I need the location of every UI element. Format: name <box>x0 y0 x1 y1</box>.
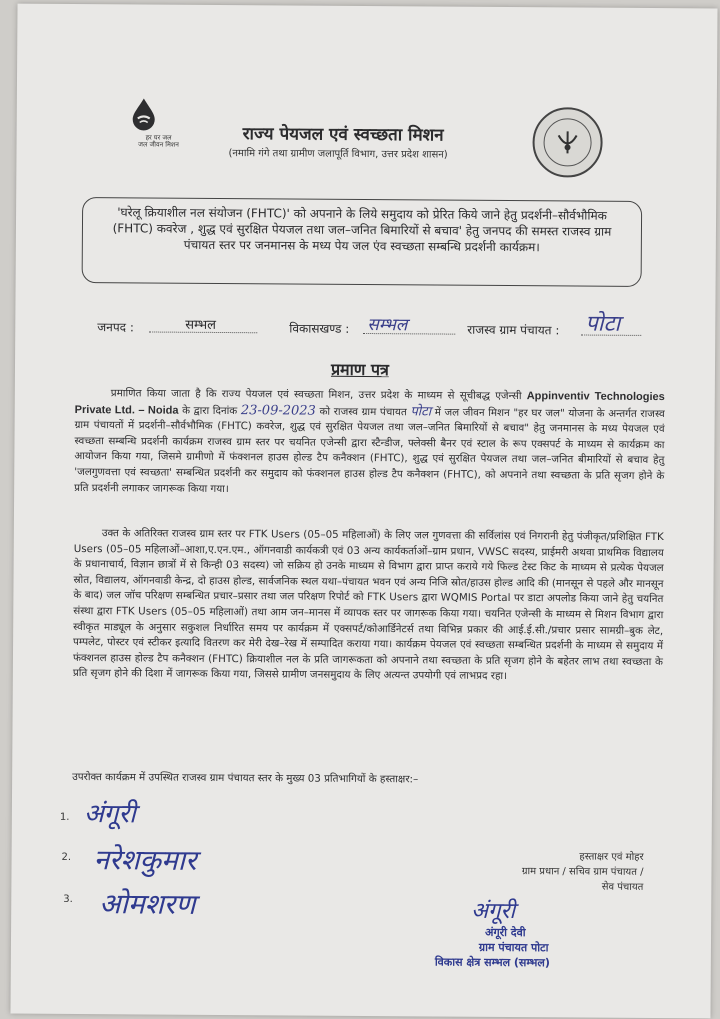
panchayat-label: राजस्व ग्राम पंचायत : <box>467 322 560 338</box>
body-paragraph-1 <box>74 386 665 500</box>
participant-signature-3: ओमशरण <box>99 887 196 921</box>
bow-arrow-emblem-icon <box>552 127 582 157</box>
signoff-block <box>463 849 643 895</box>
participants-intro: उपरोक्त कार्यक्रम में उपस्थित राजस्व ग्राम पंचायत स्तर के मुख्य 03 प्रतिभागियों के हस्ताक्षर:– <box>72 770 419 786</box>
stamp-block: विकास क्षेत्र सम्भल (सम्भल) <box>434 955 550 970</box>
pradhan-stamp <box>431 894 612 970</box>
participant-number-3: 3. <box>63 893 73 905</box>
signoff-line-1: हस्ताक्षर एवं मोहर <box>579 851 644 863</box>
panchayat-value: पोटा <box>585 311 621 337</box>
participant-number-2: 2. <box>61 851 72 863</box>
participant-signature-1: अंगूरी <box>83 799 136 830</box>
program-date: 23-09-2023 <box>240 402 316 419</box>
mission-subtitle: (नमामि गंगे तथा ग्रामीण जलापूर्ति विभाग, उत्तर प्रदेश शासन) <box>228 148 448 161</box>
district-label: जनपद : <box>97 320 134 335</box>
certificate-title: प्रमाण पत्र <box>330 359 389 380</box>
mission-title: राज्य पेयजल एवं स्वच्छता मिशन <box>242 124 444 146</box>
participant-signature-2: नरेशकुमार <box>93 843 197 877</box>
location-fields <box>97 312 657 342</box>
logo-subcaption: जल जीवन मिशन <box>138 140 179 149</box>
agency-name: Appinventiv Technologies Private Ltd. – Noida <box>74 390 665 417</box>
p2-text: उक्त के अतिरिक्त राजस्व ग्राम स्तर पर FTK Users (05–05 महिलाओं) के लिए जल गुणवत्ता की सर्विलांस एवं निगरानी हेतु पंजीकृत/प्रशिक्षित FTK Users (05–05 महिलाओं–आशा,ए.एन.एम., ऑगनवाडी कार्यकत्री एवं 03 अन्य कार्यकर्ताओं–ग्राम प्रधान, VWSC सदस्य, प्राईमरी अथवा प्राथमिक विद्यालय के प्रधानाचार्य, विज्ञान छात्रों में से किन्ही 03 सदस्य) जो सक्रिय हो उनके माध्यम से विभाग द्वारा प्राप्त कराये गये फिल्ड टेस्ट किट के माध्यम से प्रत्येक पेयजल स्रोत, विद्यालय, ऑगनवाडी केन्द्र, दो हाउस होल्ड, सार्वजनिक स्थल यथा–पंचायत भवन एवं अन्य निजि स्रोत/हाउस होल्ड आदि की (मानसून से पहले और मानसून के बाद) जल जॉच परिक्षण सम्बन्धित प्रचार–प्रसार तथा जल परिक्षण रिपोर्ट को FTK Users द्वारा WQMIS Portal पर डाटा अपलोड किया जाने हेतु चयनित संस्था द्वारा FTK Users (05–05 महिलाओं) तथा आम जन–मानस में व्यापक स्तर पर जागरूक किया गया। चयनित एजेन्सी के माध्यम से मिशन विभाग द्वारा स्वीकृत माड्यूल के अनुसार सकुशल निर्धारित समय पर कार्यक्रम में एक्सपर्ट/कोआर्डिनेटर्स तथा विभिन्न प्रकार की आई.ई.सी./प्रचार प्रसार सामग्री–बुक लेट, पम्पलेट, पोस्टर एवं स्टीकर इत्यादि वितरण कर मेरी देख–रेख में सम्पादित कराया गया। कार्यक्रम पेयजल एवं स्वच्छता सम्बन्धित प्रदर्शनी के माध्यम से समुदाय में फंक्शनल हाउस होल्ड टैप कनैक्शन (FHTC) क्रियाशील नल के प्रति जागरूकता को अपनाने तथा स्वच्छता के प्रति सृजग होने के बहेतर लाभ तथा स्वच्छता के प्रति सृजग होने की दिशा में जागरूक किया गया, जिससे ग्रामीण जनसमुदाय के लिए अत्यन्त उपयोगी एवं लाभप्रद रहा। <box>72 527 664 683</box>
pradhan-signature: अंगूरी <box>471 898 516 925</box>
certificate-page <box>10 4 717 1019</box>
stamp-name: अंगूरी देवी <box>485 925 526 940</box>
block-label: विकासखण्ड : <box>289 321 350 336</box>
stamp-panchayat: ग्राम पंचायत पोटा <box>478 940 549 955</box>
har-ghar-jal-logo <box>128 96 188 156</box>
logo-caption: हर घर जल <box>145 133 172 142</box>
program-banner: 'घरेलू क्रियाशील नल संयोजन (FHTC)' को अपनाने के लिये समुदाय को प्रेरित किये जाने हेतु प्रदर्शनी–सौर्वभौमिक (FHTC) कवरेज , शुद्ध एवं सुरक्षित पेयजल तथा जल–जनित बिमारियों से बचाव' हेतु जनपद की समस्त राजस्व ग्राम पंचायत स्तर पर जनमानस के मध्य पेय जल एंव स्वच्छता सम्बन्धि प्रदर्शनी कार्यक्रम। <box>82 197 643 287</box>
p1-date-pre: के द्वारा दिनांक <box>182 404 238 417</box>
water-drop-icon <box>129 96 159 130</box>
body-paragraph-2 <box>73 526 664 686</box>
village-name: पोटा <box>410 403 432 420</box>
district-value: सम्भल <box>185 317 217 333</box>
p1-start: प्रमाणित किया जाता है कि राज्य पेयजल एवं स्वच्छता मिशन, उत्तर प्रदेश के माध्यम से सूचीबद्ध एजेन्सी <box>110 387 522 403</box>
p1-rest: में जल जीवन मिशन "हर घर जल" योजना के अन्तर्गत राजस्व ग्राम पंचायतों में प्रदर्शनी–सौर्वभौमिक (FHTC) कवरेज, शुद्ध एवं सुरक्षित पेयजल तथा जल–जनित बिमारियों से बचाव" हेतु जनमानस के मध्य पेयजल एवं स्वच्छता सम्बन्धि प्रदर्शनी कार्यक्रम राजस्व ग्राम स्तर पर चयनित एजेन्सी द्वारा स्टैन्डीज, फ्लेक्सी बैनर एवं स्टाल के रूप एक्सपर्ट के माध्यम से कार्यक्रम का आयोजन किया गया, जिसमे ग्रामीणो में फंक्शनल हाउस होल्ड टैप कनैक्शन (FHTC), शुद्ध एवं सुरक्षित पेयजल तथा जल–जनित बीमारियों से बचाव हेतु 'जलगुणवत्ता एवं स्वच्छता' सम्बन्धित प्रदर्शनी कर समुदाय को फंक्शनल हाउस होल्ड टैप कनैक्शन (FHTC), को अपनाने तथा स्वच्छता के प्रति सृजग होने के प्रति प्रदर्शनी लगाकर जागरूक किया गया। <box>74 406 665 495</box>
participant-number-1: 1. <box>59 811 70 823</box>
signoff-line-2: ग्राम प्रधान / सचिव ग्राम पंचायत / <box>521 866 644 878</box>
p1-date-post: को राजस्व ग्राम पंचायत <box>319 405 407 418</box>
state-seal-icon <box>532 107 602 177</box>
signoff-line-3: सेव पंचायत <box>601 881 644 893</box>
block-value: सम्भल <box>367 315 408 336</box>
